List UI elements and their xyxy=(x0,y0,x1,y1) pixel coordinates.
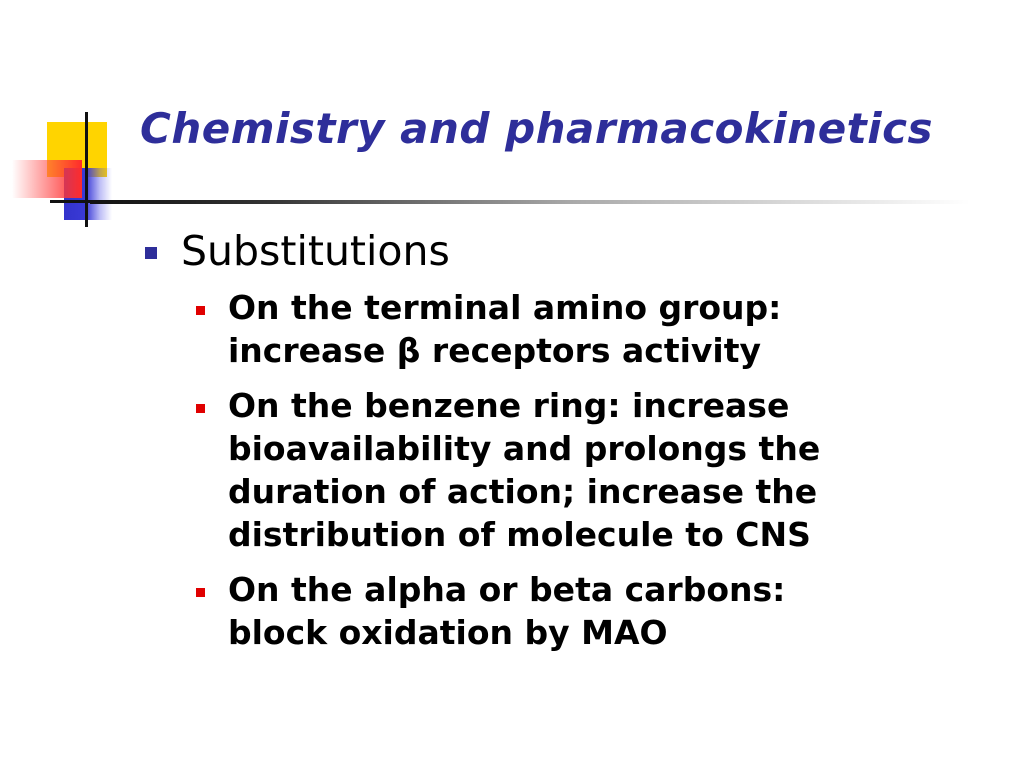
bullet-level1 xyxy=(145,227,450,275)
bullet-level2-list xyxy=(196,286,996,666)
red-square-bullet-icon xyxy=(196,306,205,315)
bullet-level1-text: Substitutions xyxy=(181,227,450,275)
bullet-level2-item xyxy=(196,384,996,556)
bullet-level2-item xyxy=(196,286,996,372)
bullet-level2-text: On the terminal amino group: increase β receptors activity xyxy=(228,288,782,370)
red-square-bullet-icon xyxy=(196,588,205,597)
bullet-level2-text: On the benzene ring: increase bioavailability and prolongs the duration of action; increase the distribution of molecule to CNS xyxy=(228,386,821,554)
blue-square-bullet-icon xyxy=(145,247,157,259)
red-square-bullet-icon xyxy=(196,404,205,413)
slide-title: Chemistry and pharmacokinetics xyxy=(140,104,934,153)
logo-red-square xyxy=(12,160,82,198)
bullet-level2-text: On the alpha or beta carbons: block oxidation by MAO xyxy=(228,570,786,652)
title-underline xyxy=(90,200,970,204)
slide-logo xyxy=(0,0,150,240)
bullet-level2-item xyxy=(196,568,996,654)
logo-vertical-line xyxy=(85,112,88,227)
